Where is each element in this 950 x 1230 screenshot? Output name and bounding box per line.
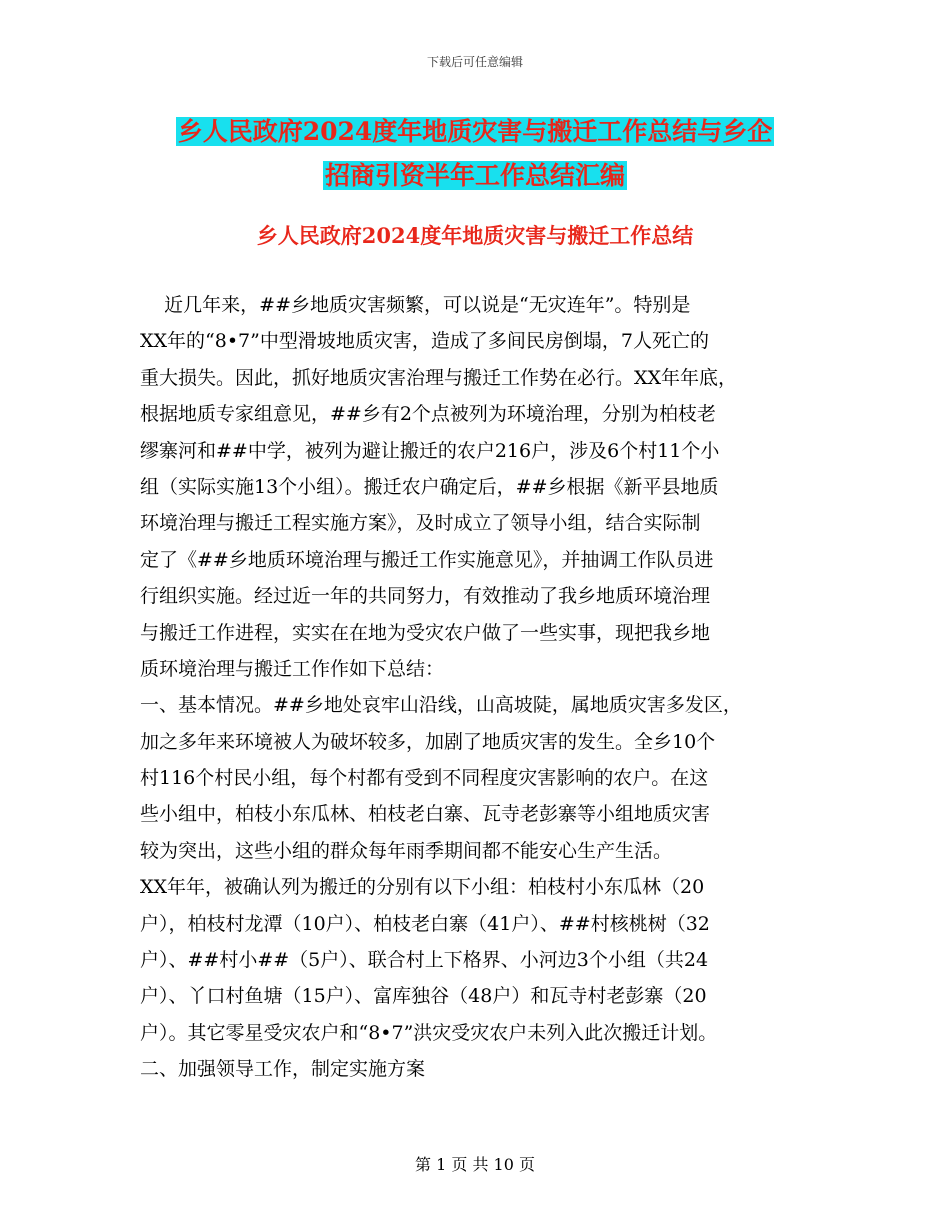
text-line: 重大损失。因此，抓好地质灾害治理与搬迁工作势在必行。XX年年底， bbox=[140, 366, 738, 389]
text-line: 些小组中，柏枝小东瓜林、柏枝老白寨、瓦寺老彭寨等小组地质灾害 bbox=[140, 803, 711, 826]
text-line: 质环境治理与搬迁工作作如下总结： bbox=[140, 657, 445, 680]
title-line-1: 乡人民政府2024度年地质灾害与搬迁工作总结与乡企 bbox=[177, 117, 773, 146]
text-line: 近几年来，##乡地质灾害频繁，可以说是“无灾连年”。特别是 bbox=[140, 294, 691, 316]
text-line: 定了《##乡地质环境治理与搬迁工作实施意见》，并抽调工作队员进 bbox=[140, 548, 714, 571]
text-line: 环境治理与搬迁工程实施方案》，及时成立了领导小组，结合实际制 bbox=[140, 512, 701, 535]
text-line: XX年年，被确认列为搬迁的分别有以下小组：柏枝村小东瓜林（20 bbox=[140, 876, 705, 899]
text-line: 村116个村民小组，每个村都有受到不同程度灾害影响的农户。在这 bbox=[140, 767, 709, 790]
page-header-note: 下载后可任意编辑 bbox=[426, 55, 523, 69]
text-line: 行组织实施。经过近一年的共同努力，有效推动了我乡地质环境治理 bbox=[140, 585, 711, 608]
text-line: 户），柏枝村龙潭（10户）、柏枝老白寨（41户）、##村核桃树（32 bbox=[140, 912, 710, 935]
text-line: 与搬迁工作进程，实实在在地为受灾农户做了一些实事，现把我乡地 bbox=[140, 621, 711, 644]
section-title: 乡人民政府2024度年地质灾害与搬迁工作总结 bbox=[256, 223, 694, 248]
text-line: 加之多年来环境被人为破坏较多，加剧了地质灾害的发生。全乡10个 bbox=[140, 730, 716, 753]
text-line: 户）。其它零星受灾农户和“8•7”洪灾受灾农户未列入此次搬迁计划。 bbox=[140, 1021, 718, 1044]
text-line: 一、基本情况。##乡地处哀牢山沿线，山高坡陡，属地质灾害多发区， bbox=[140, 694, 742, 717]
document-body bbox=[140, 287, 820, 1088]
text-line: 缪寨河和##中学，被列为避让搬迁的农户216户，涉及6个村11个小 bbox=[140, 439, 720, 462]
text-line: XX年的“8•7”中型滑坡地质灾害，造成了多间民房倒塌，7人死亡的 bbox=[140, 330, 709, 353]
text-line: 二、加强领导工作，制定实施方案 bbox=[140, 1058, 426, 1081]
document-title bbox=[0, 110, 950, 198]
title-line-2: 招商引资半年工作总结汇编 bbox=[324, 161, 625, 190]
text-line: 组（实际实施13个小组）。搬迁农户确定后，##乡根据《新平县地质 bbox=[140, 475, 719, 498]
text-line: 较为突出，这些小组的群众每年雨季期间都不能安心生产生活。 bbox=[140, 839, 673, 862]
text-line: 户）、丫口村鱼塘（15户）、富库独谷（48户）和瓦寺村老彭寨（20 bbox=[140, 985, 707, 1008]
text-line: 户）、##村小##（5户）、联合村上下格界、小河边3个小组（共24 bbox=[140, 949, 709, 972]
text-line: 根据地质专家组意见，##乡有2个点被列为环境治理，分别为柏枝老 bbox=[140, 403, 716, 426]
page-footer: 第 1 页 共 10 页 bbox=[415, 1155, 535, 1174]
